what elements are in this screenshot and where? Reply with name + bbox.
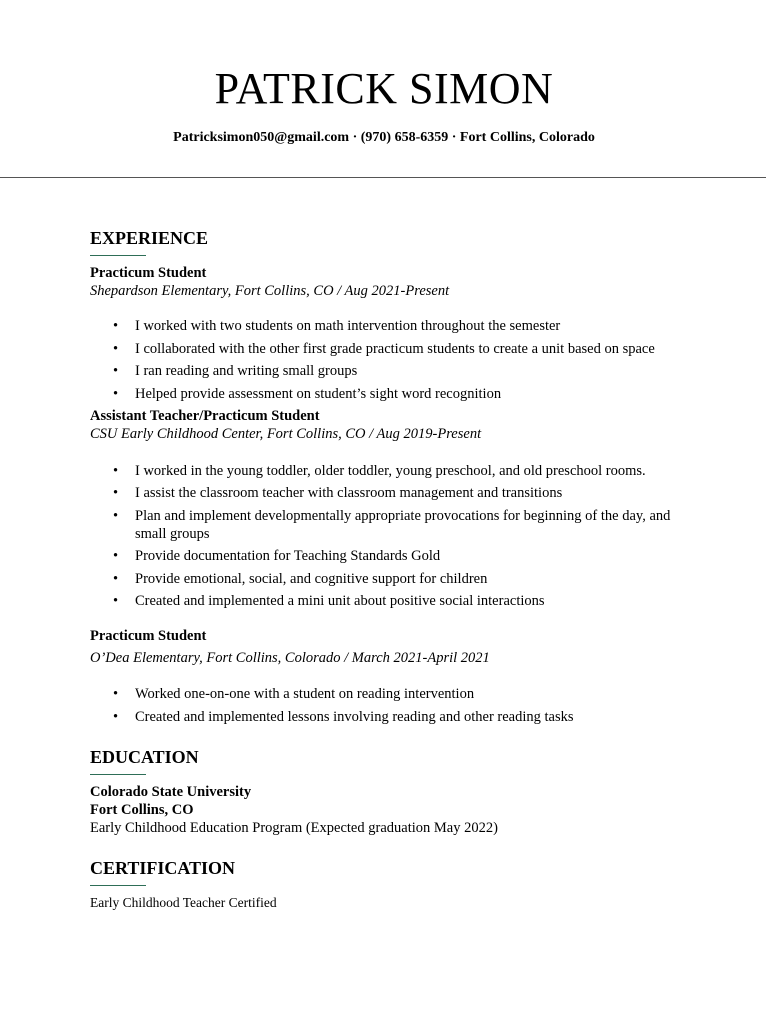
experience-section <box>90 227 690 726</box>
bullet-icon: • <box>113 548 119 564</box>
school-location: Fort Collins, CO <box>90 801 194 818</box>
bullet-icon: • <box>113 318 119 334</box>
duty-text: Created and implemented lessons involving reading and other reading tasks <box>135 708 574 725</box>
duty-text: I ran reading and writing small groups <box>135 363 358 379</box>
job-entry <box>90 627 690 726</box>
duty-item <box>113 340 690 358</box>
bullet-icon: • <box>113 708 119 725</box>
duty-text: I collaborated with the other first grade practicum students to create a unit based on space <box>135 340 655 357</box>
bullet-icon: • <box>113 686 119 702</box>
job-employer-dates: CSU Early Childhood Center, Fort Collins, CO / Aug 2019-Present <box>90 425 482 442</box>
job-title: Assistant Teacher/Practicum Student <box>90 407 320 424</box>
education-section <box>90 746 690 837</box>
bullet-icon: • <box>113 363 119 379</box>
experience-heading-rule <box>90 255 146 256</box>
duty-text: Provide documentation for Teaching Standards Gold <box>135 548 441 564</box>
certification-heading-rule <box>90 885 146 886</box>
duty-text: Plan and implement developmentally appropriate provocations for beginning of the day, and small groups <box>135 507 671 542</box>
experience-heading: EXPERIENCE <box>90 228 209 248</box>
bullet-icon: • <box>113 593 119 609</box>
duty-item <box>113 362 690 380</box>
duty-item <box>113 317 690 335</box>
duty-item <box>113 385 690 403</box>
certification-section <box>90 857 690 912</box>
duty-text: I worked with two students on math intervention throughout the semester <box>135 318 561 334</box>
certification-heading: CERTIFICATION <box>90 857 236 878</box>
program-name: Early Childhood Education Program (Expected graduation May 2022) <box>90 819 498 836</box>
duty-text: Helped provide assessment on student’s sight word recognition <box>135 385 502 402</box>
bullet-icon: • <box>113 462 119 479</box>
duty-item <box>113 547 690 565</box>
job-title: Practicum Student <box>90 628 207 644</box>
duty-item <box>113 708 690 726</box>
job-employer-dates: O’Dea Elementary, Fort Collins, Colorado / March 2021-April 2021 <box>90 650 490 666</box>
job-duties <box>90 685 690 726</box>
job-entry <box>90 264 690 403</box>
duty-item <box>113 592 690 610</box>
education-heading: EDUCATION <box>90 746 199 767</box>
header-divider <box>0 177 766 178</box>
bullet-icon: • <box>113 340 119 357</box>
job-duties <box>90 462 690 611</box>
job-duties <box>90 317 690 403</box>
bullet-icon: • <box>113 485 119 501</box>
duty-item <box>113 462 690 480</box>
duty-text: Created and implemented a mini unit about positive social interactions <box>135 593 545 609</box>
duty-item <box>113 570 690 588</box>
duty-text: Provide emotional, social, and cognitive support for children <box>135 570 488 587</box>
bullet-icon: • <box>113 385 119 402</box>
duty-text: I worked in the young toddler, older toddler, young preschool, and old preschool rooms. <box>135 462 646 479</box>
job-title: Practicum Student <box>90 265 207 281</box>
duty-text: I assist the classroom teacher with classroom management and transitions <box>135 485 563 501</box>
job-employer-dates: Shepardson Elementary, Fort Collins, CO / Aug 2021-Present <box>90 283 450 299</box>
duty-text: Worked one-on-one with a student on reading intervention <box>135 686 475 702</box>
resume-body <box>90 227 690 912</box>
duty-item <box>113 685 690 703</box>
candidate-name: PATRICK SIMON <box>214 64 554 113</box>
education-heading-rule <box>90 774 146 775</box>
school-name: Colorado State University <box>90 783 252 800</box>
certification-item: Early Childhood Teacher Certified <box>90 894 277 910</box>
contact-info: Patricksimon050@gmail.com · (970) 658-6359 · Fort Collins, Colorado <box>173 130 595 145</box>
bullet-icon: • <box>113 507 119 524</box>
duty-item <box>113 484 690 502</box>
job-entry <box>90 407 690 611</box>
bullet-icon: • <box>113 570 119 587</box>
duty-item <box>113 507 690 543</box>
